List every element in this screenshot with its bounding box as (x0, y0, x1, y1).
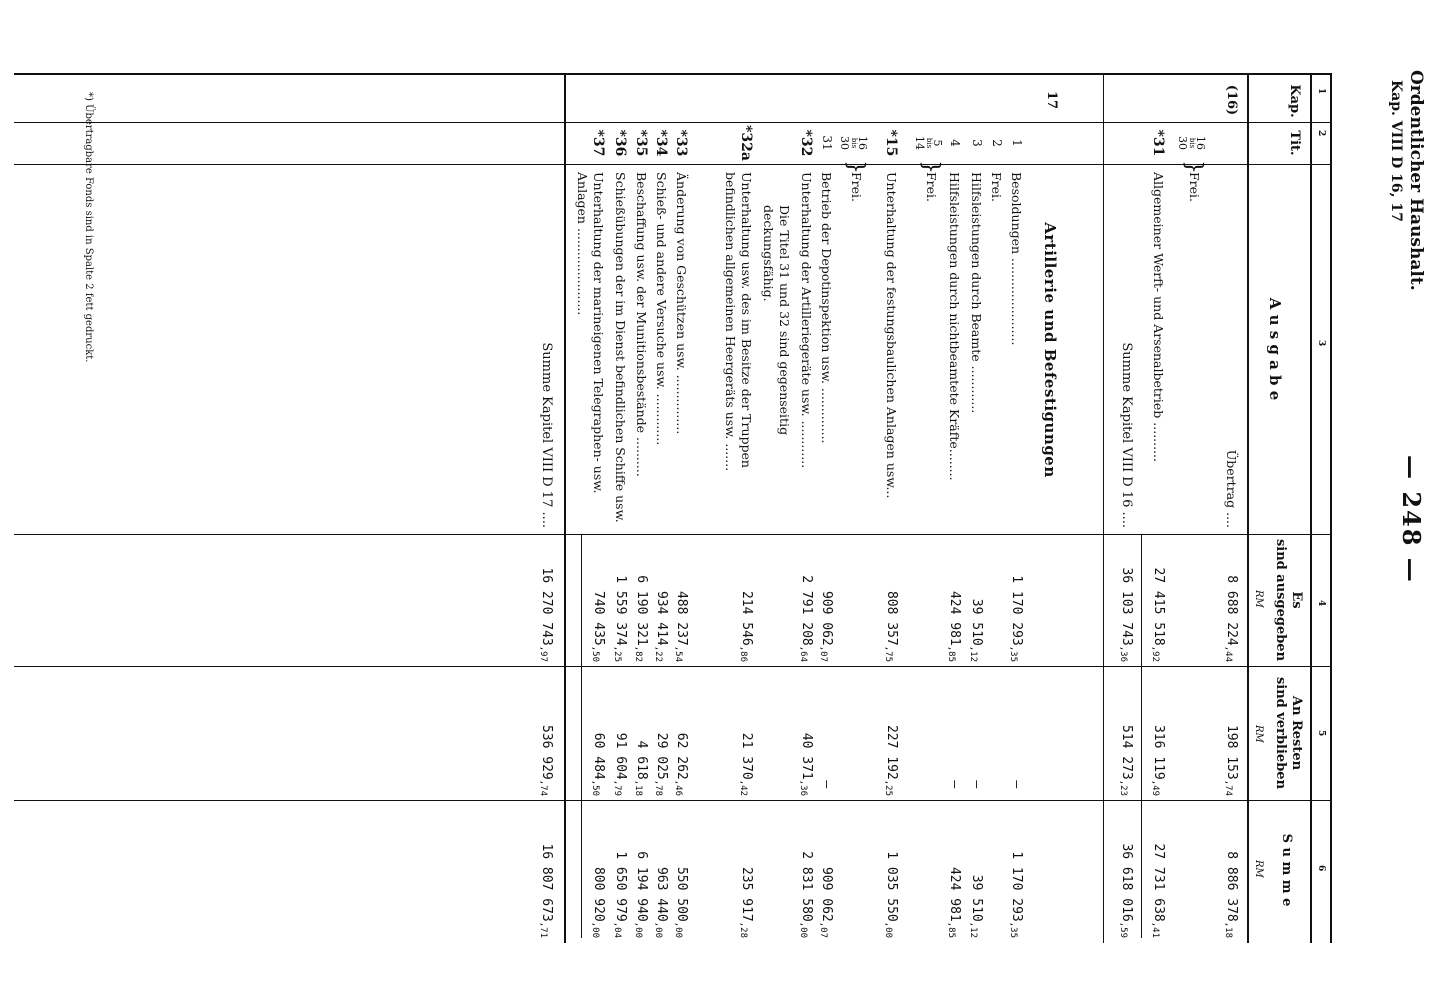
table-row (669, 0, 689, 1000)
amount-summe (798, 804, 814, 938)
page-number: — 248 — (1397, 455, 1426, 584)
amount-summe-cents: ,41 (1150, 921, 1160, 938)
row-tit-range (914, 124, 943, 162)
amount-ausgegeben (1008, 538, 1024, 662)
table-row (1176, 0, 1207, 1000)
amount-ausgegeben-value: 27 415 518 (1151, 567, 1166, 646)
amount-ausgegeben-cents: ,64 (798, 645, 808, 662)
colnum-6: 6 (1316, 865, 1326, 872)
amount-reste (590, 670, 606, 796)
colhead-reste-1: An Resten (1289, 695, 1304, 771)
amount-reste-value: 227 192 (884, 724, 899, 780)
amount-reste-pad (819, 788, 834, 796)
table-row (794, 0, 814, 1000)
amount-reste-cents: ,36 (798, 779, 808, 796)
table-row (1114, 0, 1134, 1000)
amount-ausgegeben-cents: ,75 (883, 645, 893, 662)
amount-summe-value: 1 035 550 (884, 851, 899, 922)
amount-reste (612, 670, 628, 796)
amount-reste-value: 29 025 (654, 732, 669, 780)
amount-summe (818, 804, 834, 938)
amount-ausgegeben-cents: ,25 (612, 645, 622, 662)
amount-ausgegeben (653, 538, 669, 662)
amount-ausgegeben-cents: ,36 (1118, 645, 1128, 662)
amount-reste (538, 670, 554, 796)
tit-range-part: 30 (1176, 136, 1189, 150)
amount-reste (798, 670, 814, 796)
amount-ausgegeben-value: 6 190 321 (634, 575, 649, 646)
table-row (608, 0, 628, 1000)
tit-range-part: 16 (1194, 136, 1207, 150)
amount-ausgegeben-cents: ,92 (1150, 645, 1160, 662)
amount-ausgegeben (1118, 538, 1134, 662)
table-row (629, 0, 649, 1000)
amount-ausgegeben-value: 214 546 (739, 590, 754, 646)
amount-reste-value: 536 929 (539, 724, 554, 780)
row-tit-range (839, 124, 868, 162)
amount-reste-cents: ,23 (1118, 779, 1128, 796)
amount-ausgegeben-value: 36 103 743 (1119, 567, 1134, 646)
colhead-kap: Kap. (1287, 84, 1302, 118)
total-rule (564, 73, 566, 943)
amount-summe-value: 550 500 (674, 866, 689, 922)
amount-summe-value: 2 831 580 (799, 851, 814, 922)
tit-range-part: 30 (838, 136, 851, 150)
amount-reste-pad (947, 788, 962, 796)
row-description: Änderung von Geschützen usw. ............... (674, 172, 689, 435)
amount-summe-cents: ,18 (1223, 921, 1233, 938)
footnote: *) Übertragbare Fonds sind in Spalte 2 fett gedruckt. (83, 92, 94, 363)
amount-ausgegeben-cents: ,35 (1008, 645, 1018, 662)
amount-ausgegeben-cents: ,44 (1223, 645, 1233, 662)
amount-reste (1223, 670, 1239, 796)
row-tit: *32 (798, 129, 814, 157)
amount-summe (538, 804, 554, 938)
amount-summe-value: 424 981 (947, 866, 962, 922)
amount-reste-cents: ,46 (673, 779, 683, 796)
amount-reste-value: 21 370 (739, 732, 754, 780)
amount-reste (947, 670, 962, 796)
amount-summe-cents: ,71 (538, 921, 548, 938)
row-description: Hilfsleistungen durch Beamte ............ (969, 172, 984, 414)
row-description: Unterhaltung der Artilleriegeräte usw. ............ (799, 172, 814, 469)
amount-summe (673, 804, 689, 938)
table-row (838, 0, 869, 1000)
unit-col6: RM (1253, 860, 1264, 878)
amount-ausgegeben-cents: ,07 (818, 645, 828, 662)
amount-ausgegeben-value: 1 170 293 (1009, 575, 1024, 646)
row-description: Die Titel 31 und 32 sind gegenseitig deckungsfähig. (761, 205, 792, 436)
row-description: Besoldungen ...................... (1009, 172, 1024, 346)
amount-summe-cents: ,07 (818, 921, 828, 938)
unit-col5: RM (1253, 725, 1264, 743)
amount-summe-cents: ,00 (633, 921, 643, 938)
amount-summe-value: 16 807 673 (539, 843, 554, 922)
amount-ausgegeben (633, 538, 649, 662)
row-tit: 2 (990, 139, 1004, 147)
rule-top (1330, 73, 1332, 943)
amount-reste-value: 198 153 (1224, 724, 1239, 780)
rule-colnum (1310, 73, 1312, 943)
amount-ausgegeben-value: 39 510 (969, 598, 984, 646)
colnum-2: 2 (1316, 130, 1326, 137)
amount-summe-cents: ,00 (798, 921, 808, 938)
amount-ausgegeben-value: 808 357 (884, 590, 899, 646)
amount-reste (883, 670, 899, 796)
amount-reste (673, 670, 689, 796)
row-tit: *33 (673, 129, 689, 157)
amount-reste (969, 670, 984, 796)
amount-summe-value: 963 440 (654, 866, 669, 922)
row-description: Frei. (849, 172, 864, 203)
amount-summe (1008, 804, 1024, 938)
amount-reste-pad (1009, 788, 1024, 796)
amount-summe (1223, 804, 1239, 938)
table-row (964, 0, 984, 1000)
amount-summe-value: 36 618 016 (1119, 843, 1134, 922)
colnum-4: 4 (1316, 600, 1326, 607)
amount-ausgegeben (673, 538, 689, 662)
row-kap: 17 (1044, 90, 1059, 110)
amount-ausgegeben (946, 538, 962, 662)
amount-reste-value: — (969, 780, 984, 789)
amount-reste-value: 91 604 (613, 732, 628, 780)
colnum-1: 1 (1316, 88, 1326, 95)
row-tit: *15 (883, 129, 899, 157)
tit-range-part: 16 (856, 136, 869, 150)
tit-range-part: bis (850, 137, 858, 149)
row-tit: *34 (653, 129, 669, 157)
amount-summe (633, 804, 649, 938)
table-row (942, 0, 962, 1000)
amount-reste (1118, 670, 1134, 796)
amount-ausgegeben-cents: ,54 (673, 645, 683, 662)
amount-ausgegeben-value: 909 062 (819, 590, 834, 646)
row-tit: 4 (948, 139, 962, 147)
amount-summe (883, 804, 899, 938)
sum-rule (581, 534, 582, 938)
table-row (575, 0, 606, 1000)
amount-summe-cents: ,28 (738, 921, 748, 938)
amount-ausgegeben-value: 424 981 (947, 590, 962, 646)
amount-reste-cents: ,78 (653, 779, 663, 796)
table-row (723, 0, 754, 1000)
amount-reste-value: 316 119 (1151, 724, 1166, 780)
amount-summe (612, 804, 628, 938)
table-row (984, 0, 1004, 1000)
row-tit: *31 (1150, 129, 1166, 157)
amount-reste (1150, 670, 1166, 796)
amount-ausgegeben-value: 488 237 (674, 590, 689, 646)
row-description: Schießübungen der im Dienst befindlichen Schiffe usw. (613, 172, 628, 523)
row-description: Unterhaltung der festungsbaulichen Anlagen usw... (884, 172, 899, 499)
amount-reste-cents: ,79 (612, 779, 622, 796)
amount-reste-value: — (819, 780, 834, 789)
amount-reste (738, 670, 754, 796)
amount-ausgegeben (738, 538, 754, 662)
sum-rule (1141, 534, 1142, 938)
amount-reste-value: — (1009, 780, 1024, 789)
amount-ausgegeben-value: 2 791 208 (799, 575, 814, 646)
amount-ausgegeben (1150, 538, 1166, 662)
amount-ausgegeben-cents: ,82 (633, 645, 643, 662)
amount-ausgegeben-cents: ,85 (946, 645, 956, 662)
amount-summe (946, 804, 962, 938)
amount-summe (653, 804, 669, 938)
colhead-summe: S u m m e (1279, 833, 1294, 907)
amount-reste-value: — (947, 780, 962, 789)
amount-ausgegeben-value: 934 414 (654, 590, 669, 646)
row-tit: *35 (633, 129, 649, 157)
row-description: Frei. (1187, 172, 1202, 203)
amount-reste (819, 670, 834, 796)
amount-summe-cents: ,85 (946, 921, 956, 938)
amount-summe-cents: ,00 (590, 921, 600, 938)
amount-reste-cents: ,18 (633, 779, 643, 796)
range-brace-icon: } (918, 160, 943, 174)
colhead-ausgabe: A u s g a b e (1266, 297, 1284, 401)
amount-ausgegeben-cents: ,12 (968, 645, 978, 662)
row-description: Artillerie und Befestigungen (1041, 222, 1059, 478)
colnum-5: 5 (1316, 730, 1326, 737)
tit-range-part: 14 (913, 136, 926, 150)
amount-summe-cents: ,00 (883, 921, 893, 938)
table-row (913, 0, 944, 1000)
table-row (1146, 0, 1166, 1000)
amount-reste-value: 62 262 (674, 732, 689, 780)
row-description: Frei. (924, 172, 939, 203)
amount-reste-cents: ,74 (1223, 779, 1233, 796)
amount-ausgegeben-value: 1 559 374 (613, 575, 628, 646)
colhead-reste-2: sind verblieben (1273, 676, 1288, 790)
row-description: Betrieb der Depotinspektion usw. .............. (819, 172, 834, 444)
amount-ausgegeben-value: 16 270 743 (539, 567, 554, 646)
amount-summe-cents: ,12 (968, 921, 978, 938)
table-row (761, 0, 792, 1000)
amount-summe (590, 804, 606, 938)
amount-reste-cents: ,25 (883, 779, 893, 796)
amount-reste-pad (969, 788, 984, 796)
row-description: Summe Kapitel VIII D 16 .... (1119, 342, 1134, 528)
amount-summe (738, 804, 754, 938)
amount-ausgegeben-value: 8 688 224 (1224, 575, 1239, 646)
table-row (649, 0, 669, 1000)
amount-summe-value: 27 731 638 (1151, 843, 1166, 922)
table-row (879, 0, 899, 1000)
amount-reste (653, 670, 669, 796)
amount-summe (968, 804, 984, 938)
amount-ausgegeben-value: 740 435 (591, 590, 606, 646)
tit-range-part: bis (925, 137, 933, 149)
amount-reste-cents: ,42 (738, 779, 748, 796)
table-row (814, 0, 834, 1000)
row-description: Hilfsleistungen durch nichtbeamtete Kräfte........ (947, 172, 962, 481)
amount-ausgegeben (590, 538, 606, 662)
tit-range-part: 5 (931, 139, 944, 147)
amount-summe-value: 39 510 (969, 874, 984, 922)
amount-ausgegeben (612, 538, 628, 662)
amount-summe-cents: ,35 (1008, 921, 1018, 938)
amount-ausgegeben-cents: ,86 (738, 645, 748, 662)
amount-reste-value: 40 371 (799, 732, 814, 780)
row-description: Frei. (989, 172, 1004, 203)
amount-ausgegeben (818, 538, 834, 662)
row-tit: *32a (738, 125, 754, 161)
colhead-tit: Tit. (1287, 130, 1302, 156)
table-row (534, 0, 554, 1000)
amount-ausgegeben-cents: ,97 (538, 645, 548, 662)
amount-reste (1009, 670, 1024, 796)
amount-ausgegeben (798, 538, 814, 662)
amount-summe-value: 1 170 293 (1009, 851, 1024, 922)
section-rule (1103, 73, 1104, 943)
amount-summe-value: 6 194 940 (634, 851, 649, 922)
range-brace-icon: } (1181, 160, 1206, 174)
amount-ausgegeben (968, 538, 984, 662)
amount-reste-value: 4 618 (634, 740, 649, 780)
colnum-3: 3 (1316, 340, 1326, 347)
colhead-ausgegeben-2: sind ausgegeben (1273, 538, 1288, 662)
amount-summe-cents: ,59 (1118, 921, 1128, 938)
tit-range-part: bis (1188, 137, 1196, 149)
row-description: Schieß- und andere Versuche usw. ............. (654, 172, 669, 446)
range-brace-icon: } (843, 160, 868, 174)
amount-summe-value: 235 917 (739, 866, 754, 922)
amount-ausgegeben (1223, 538, 1239, 662)
amount-reste (633, 670, 649, 796)
amount-reste-cents: ,50 (590, 779, 600, 796)
header-title: Ordentlicher Haushalt. (1406, 70, 1426, 291)
amount-ausgegeben (538, 538, 554, 662)
row-description: Übertrag .... (1224, 449, 1239, 528)
amount-summe-cents: ,00 (653, 921, 663, 938)
row-description: Allgemeiner Werft- und Arsenalbetrieb .......... (1151, 172, 1166, 463)
amount-summe-value: 800 920 (591, 866, 606, 922)
row-tit-range (1177, 124, 1206, 162)
table-row (1219, 0, 1239, 1000)
amount-summe-cents: ,00 (673, 921, 683, 938)
row-tit: 1 (1010, 139, 1024, 147)
amount-summe-value: 8 886 378 (1224, 851, 1239, 922)
row-tit: 3 (970, 139, 984, 147)
table-row (1004, 0, 1024, 1000)
table-row (1039, 0, 1059, 1000)
row-description: Beschaffung usw. der Munitionsbestände .......... (634, 172, 649, 477)
amount-reste-value: 514 273 (1119, 724, 1134, 780)
amount-reste-cents: ,74 (538, 779, 548, 796)
amount-ausgegeben-cents: ,50 (590, 645, 600, 662)
amount-reste-value: 60 484 (591, 732, 606, 780)
row-kap: (16) (1224, 84, 1239, 116)
row-description: Unterhaltung usw. des im Besitze der Truppen befindlichen allgemeinen Heergeräts usw. ....... (723, 172, 754, 472)
amount-ausgegeben-cents: ,22 (653, 645, 663, 662)
amount-summe-value: 909 062 (819, 866, 834, 922)
row-description: Unterhaltung der marineigenen Telegraphen- usw. Anlagen ...................... (575, 172, 606, 494)
amount-reste-cents: ,49 (1150, 779, 1160, 796)
amount-ausgegeben (883, 538, 899, 662)
row-description: Summe Kapitel VIII D 17 .... (539, 342, 554, 528)
amount-summe-cents: ,04 (612, 921, 622, 938)
amount-summe-value: 1 650 979 (613, 851, 628, 922)
colhead-ausgegeben-1: Es (1289, 591, 1304, 609)
row-tit: *37 (590, 129, 606, 157)
amount-summe (1118, 804, 1134, 938)
unit-col4: RM (1253, 590, 1264, 608)
rule-head (1247, 73, 1249, 943)
row-tit: 31 (820, 135, 834, 151)
row-tit: *36 (612, 129, 628, 157)
header-subtitle: Kap. VIII D 16, 17 (1388, 80, 1404, 222)
amount-summe (1150, 804, 1166, 938)
